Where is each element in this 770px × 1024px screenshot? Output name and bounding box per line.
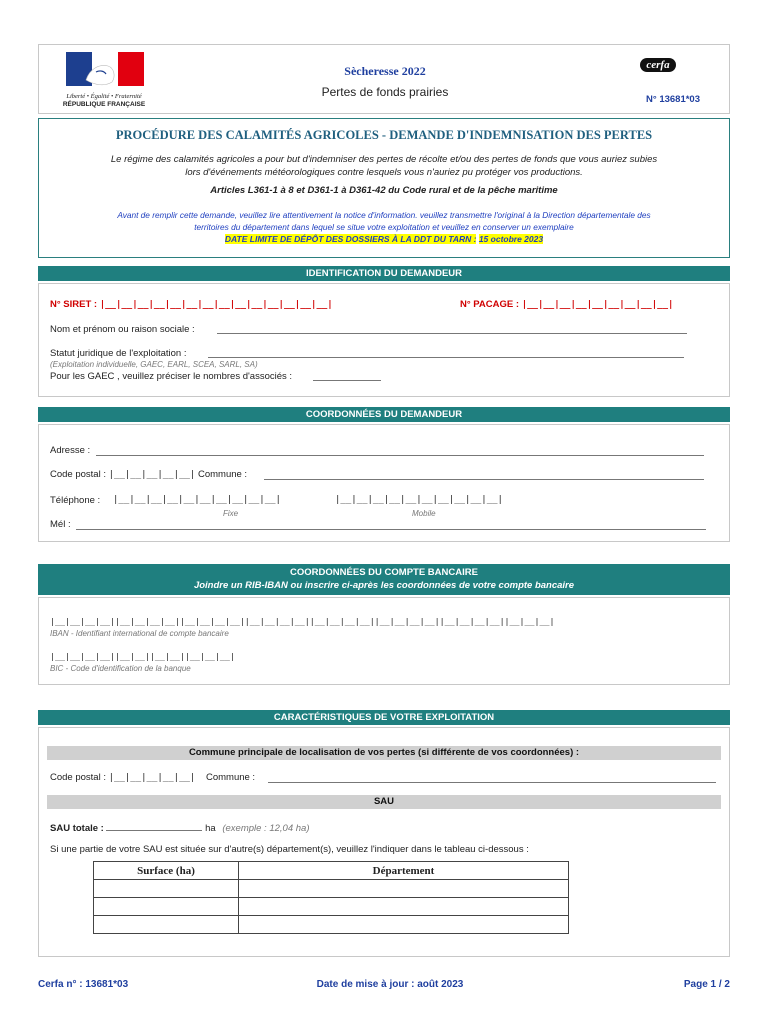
identification-band: IDENTIFICATION DU DEMANDEUR xyxy=(38,266,730,281)
exploitation-postal-row xyxy=(50,772,255,783)
name-field[interactable] xyxy=(217,333,687,334)
address-label: Adresse : xyxy=(50,445,91,456)
surface-table xyxy=(93,861,569,934)
table-row xyxy=(94,880,569,898)
logo-motto: Liberté • Égalité • Fraternité xyxy=(66,93,142,100)
deadline-label: DATE LIMITE DE DÉPÔT DES DOSSIERS À LA DDT DU TARN : xyxy=(224,234,477,244)
pacage-label: N° PACAGE : xyxy=(460,299,520,310)
footer-page: Page 1 / 2 xyxy=(683,979,730,990)
procedure-heading: PROCÉDURE DES CALAMITÉS AGRICOLES - DEMANDE D'INDEMNISATION DES PERTES xyxy=(115,128,653,142)
exploitation-commune-field[interactable] xyxy=(268,782,716,783)
statut-label: Statut juridique de l'exploitation : xyxy=(50,348,187,359)
cerfa-logo: cerfa xyxy=(640,58,676,72)
surface-header: Surface (ha) xyxy=(94,862,239,880)
surface-cell[interactable] xyxy=(94,916,239,934)
phone-fixe-field[interactable]: |__|__|__|__|__|__|__|__|__|__| xyxy=(113,495,281,505)
bank-band xyxy=(38,564,730,595)
sau-total-label: SAU totale : xyxy=(50,823,104,834)
postal-field[interactable]: |__|__|__|__|__| xyxy=(108,470,196,480)
commune-label: Commune : xyxy=(197,469,248,480)
bic-field[interactable]: |__|__|__|__||__|__||__|__||__|__|__| xyxy=(50,651,235,661)
statut-hint: (Exploitation individuelle, GAEC, EARL, SCEA, SARL, SA) xyxy=(50,360,258,369)
exploitation-postal-field[interactable]: |__|__|__|__|__| xyxy=(108,773,196,783)
articles-line: Articles L361-1 à 8 et D361-1 à D361-42 du Code rural et de la pêche maritime xyxy=(210,185,558,196)
footer-date: Date de mise à jour : août 2023 xyxy=(316,979,464,990)
iban-label: IBAN - Identifiant international de compte bancaire xyxy=(50,629,229,638)
notice-line-1: Avant de remplir cette demande, veuillez lire attentivement la notice d'information. veuillez transmettre l'original à la Direction départementale des xyxy=(117,210,651,220)
commune-principale-band: Commune principale de localisation de vos pertes (si différente de vos coordonnées) : xyxy=(47,746,721,760)
mail-label: Mél : xyxy=(50,519,71,530)
notice-line-2: territoires du département dans lequel se situe votre exploitation et veuillez en conserver un exemplaire xyxy=(194,222,574,232)
deadline-line xyxy=(40,234,728,244)
pacage-row xyxy=(460,299,673,310)
postal-label: Code postal : xyxy=(50,469,106,480)
name-label: Nom et prénom ou raison sociale : xyxy=(50,324,195,335)
departement-cell[interactable] xyxy=(239,880,569,898)
exploitation-postal-label: Code postal : xyxy=(50,772,106,783)
doc-subtitle: Pertes de fonds prairies xyxy=(321,85,449,99)
coordonnees-band: COORDONNÉES DU DEMANDEUR xyxy=(38,407,730,422)
surface-cell[interactable] xyxy=(94,898,239,916)
surface-cell[interactable] xyxy=(94,880,239,898)
deadline-date: 15 octobre 2023 xyxy=(478,234,544,244)
commune-field[interactable] xyxy=(264,479,704,480)
postal-row xyxy=(50,469,247,480)
table-row xyxy=(94,898,569,916)
other-dept-text: Si une partie de votre SAU est située sur d'autre(s) département(s), veuillez l'indiquer dans le tableau ci-dessous : xyxy=(50,844,529,855)
mail-field[interactable] xyxy=(76,529,706,530)
doc-title: Sècheresse 2022 xyxy=(344,64,426,78)
sau-example: (exemple : 12,04 ha) xyxy=(222,823,310,834)
exploitation-commune-label: Commune : xyxy=(205,772,256,783)
bic-label: BIC - Code d'identification de la banque xyxy=(50,664,191,673)
republique-logo xyxy=(56,50,152,108)
intro-line-1: Le régime des calamités agricoles a pour but d'indemniser des pertes de récolte et/ou des pertes de fonds que vous auriez subies xyxy=(110,154,658,165)
phone-mobile-field[interactable]: |__|__|__|__|__|__|__|__|__|__| xyxy=(335,495,503,505)
form-number: N° 13681*03 xyxy=(646,94,700,105)
table-row xyxy=(94,916,569,934)
gaec-field[interactable] xyxy=(313,380,381,381)
intro-line-2: lors d'événements météorologiques contre lesquels vous n'auriez pu protéger vos productions. xyxy=(185,167,583,178)
fixe-label: Fixe xyxy=(223,509,239,518)
marianne-icon xyxy=(56,50,152,90)
address-field[interactable] xyxy=(96,455,704,456)
bank-band-subtitle: Joindre un RIB-IBAN ou inscrire ci-après les coordonnées de votre compte bancaire xyxy=(193,580,575,591)
gaec-label: Pour les GAEC , veuillez préciser le nombres d'associés : xyxy=(50,371,293,382)
sau-band: SAU xyxy=(47,795,721,809)
iban-field[interactable]: |__|__|__|__||__|__|__|__||__|__|__|__||__|__|__|__||__|__|__|__||__|__|__|__||__|__|__|__||__|__|__| xyxy=(50,616,555,626)
departement-cell[interactable] xyxy=(239,916,569,934)
pacage-field[interactable]: |__|__|__|__|__|__|__|__|__| xyxy=(521,300,674,310)
phone-label: Téléphone : xyxy=(50,495,101,506)
exploitation-band: CARACTÉRISTIQUES DE VOTRE EXPLOITATION xyxy=(38,710,730,725)
footer-cerfa: Cerfa n° : 13681*03 xyxy=(38,979,129,990)
siret-label: N° SIRET : xyxy=(50,299,98,310)
departement-cell[interactable] xyxy=(239,898,569,916)
siret-field[interactable]: |__|__|__|__|__|__|__|__|__|__|__|__|__|__| xyxy=(99,300,333,310)
sau-total-field[interactable] xyxy=(106,821,202,831)
mobile-label: Mobile xyxy=(412,509,436,518)
siret-row xyxy=(50,299,333,310)
statut-field[interactable] xyxy=(208,357,684,358)
sau-total-row xyxy=(50,821,309,834)
sau-unit: ha xyxy=(205,823,216,834)
departement-header: Département xyxy=(239,862,569,880)
coordonnees-box xyxy=(38,424,730,542)
bank-band-title: COORDONNÉES DU COMPTE BANCAIRE xyxy=(290,567,478,578)
logo-republique: RÉPUBLIQUE FRANÇAISE xyxy=(62,101,146,108)
